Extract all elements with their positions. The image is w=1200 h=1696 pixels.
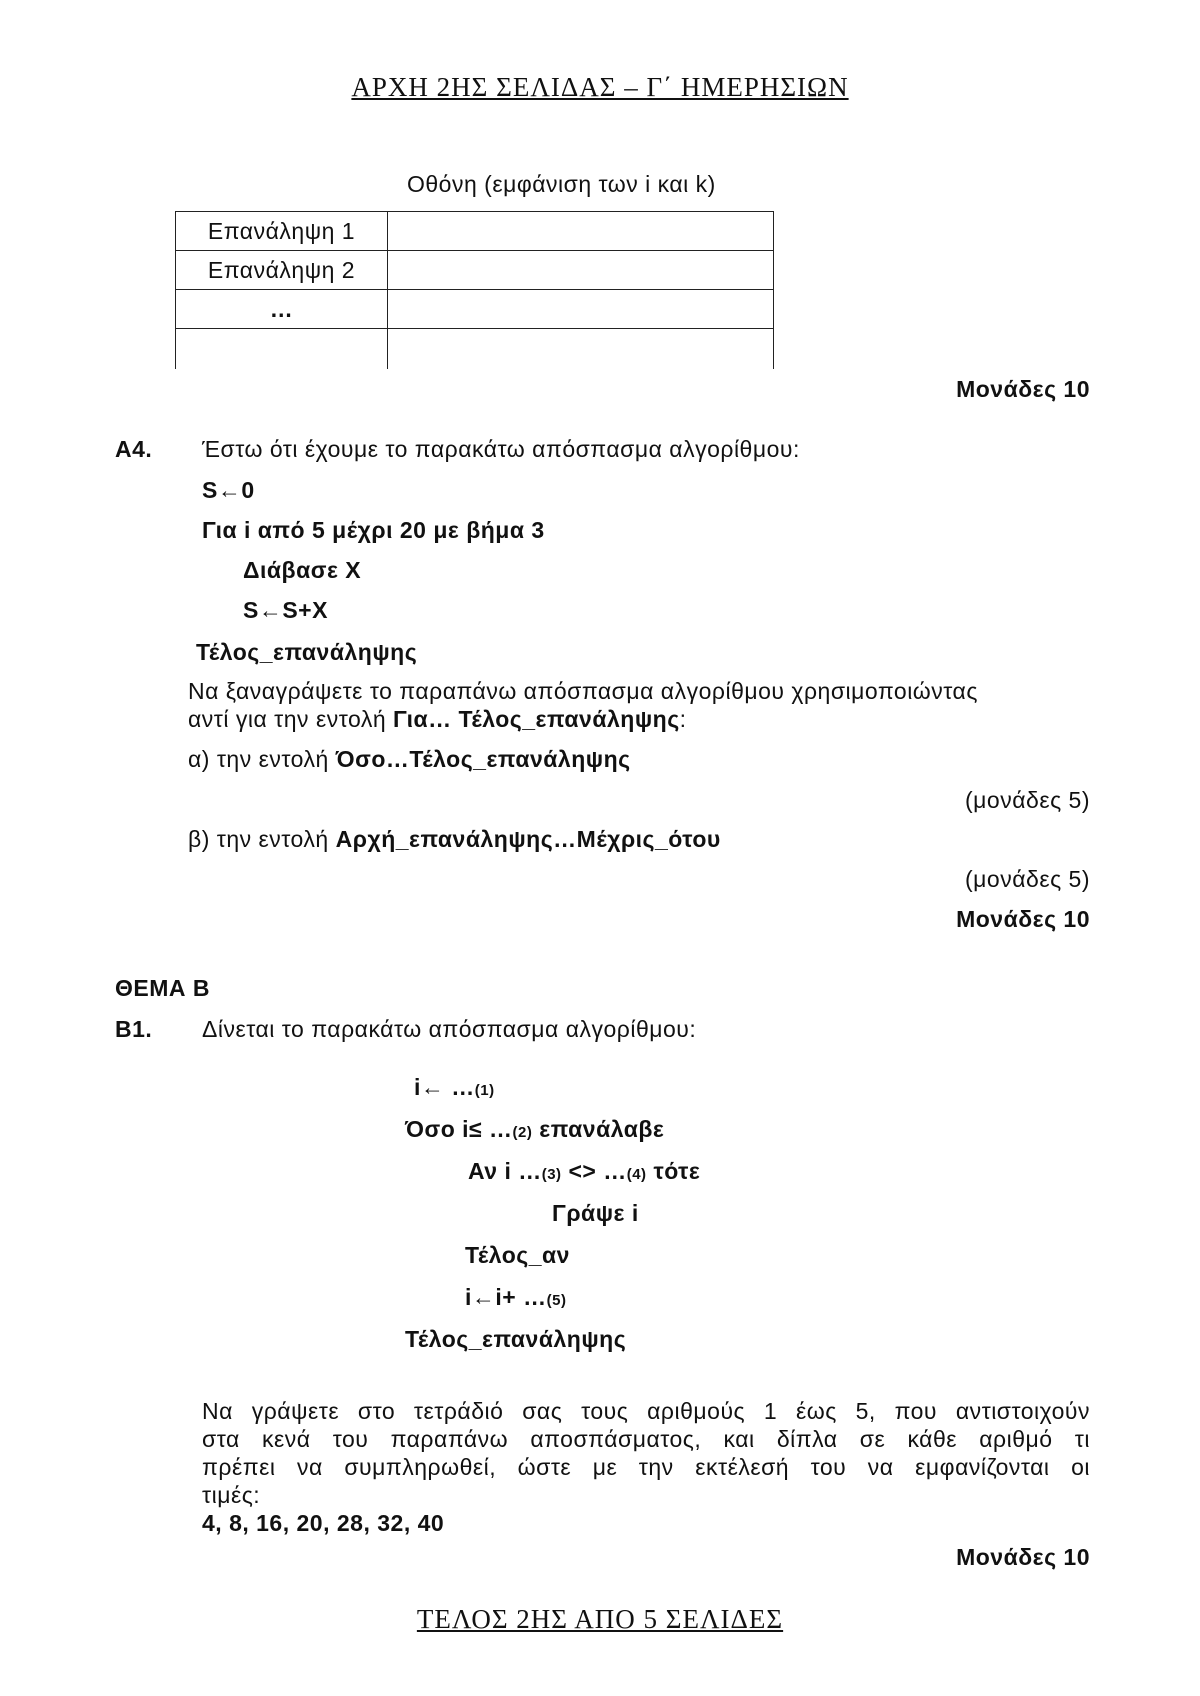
code-line: Τέλος_αν <box>465 1242 570 1268</box>
code-text: Όσο i≤ … <box>405 1116 513 1142</box>
blank-number: (4) <box>626 1166 647 1183</box>
code-line: Διάβασε X <box>243 557 362 583</box>
code-line: Τέλος_επανάληψης <box>196 639 418 665</box>
sub-marks: (μονάδες 5) <box>965 787 1090 813</box>
screen-table-caption: Οθόνη (εμφάνιση των i και k) <box>407 171 716 197</box>
table-row <box>176 212 774 251</box>
blank-number: (5) <box>546 1292 567 1309</box>
page-header: ΑΡΧΗ 2ΗΣ ΣΕΛΙΔΑΣ – Γ΄ ΗΜΕΡΗΣΙΩΝ <box>351 72 849 102</box>
blank-number: (1) <box>474 1082 495 1099</box>
table-row <box>176 251 774 290</box>
code-text: Αν i … <box>468 1158 542 1184</box>
question-intro: Δίνεται το παρακάτω απόσπασμα αλγορίθμου: <box>202 1016 697 1042</box>
table-cell-label: Επανάληψη 1 <box>176 212 388 251</box>
blank-number: (2) <box>512 1124 533 1141</box>
paragraph-line: στα κενά του παραπάνω αποσπάσματος, και δίπλα σε κάθε αριθμό τι <box>202 1426 1090 1452</box>
table-row <box>176 329 774 370</box>
code-line: S←0 <box>202 477 255 503</box>
code-line: Γράψε i <box>552 1200 639 1226</box>
sub-question-text: α) την εντολή <box>188 746 336 772</box>
table-cell-empty <box>388 251 774 290</box>
question-number: Β1. <box>115 1016 153 1042</box>
paragraph-line: πρέπει να συμπληρωθεί, ώστε με την εκτέλεσή του να εμφανίζονται οι <box>202 1454 1090 1480</box>
instruction-command: Για… Τέλος_επανάληψης <box>393 706 680 732</box>
sub-question-command: Όσο…Τέλος_επανάληψης <box>335 746 631 772</box>
table-cell-label: Επανάληψη 2 <box>176 251 388 290</box>
sub-question-text: β) την εντολή <box>188 826 336 852</box>
sub-question-command: Αρχή_επανάληψης…Μέχρις_ότου <box>335 826 721 852</box>
paragraph-line: τιμές: <box>202 1482 261 1508</box>
instruction-text: αντί για την εντολή <box>188 706 393 732</box>
blank-number: (3) <box>541 1166 562 1183</box>
code-line <box>405 1116 664 1143</box>
paragraph-line: Να γράψετε στο τετράδιό σας τους αριθμούς 1 έως 5, που αντιστοιχούν <box>202 1398 1090 1424</box>
instruction-line <box>188 706 687 733</box>
instruction-text: : <box>679 706 687 732</box>
code-text: επανάλαβε <box>532 1116 665 1142</box>
code-line <box>414 1074 495 1101</box>
table-row <box>176 290 774 329</box>
screen-output-table <box>175 211 774 369</box>
table-cell-empty <box>388 329 774 370</box>
sub-marks: (μονάδες 5) <box>965 866 1090 892</box>
instruction-line: Να ξαναγράψετε το παραπάνω απόσπασμα αλγορίθμου χρησιμοποιώντας <box>188 678 978 704</box>
question-intro: Έστω ότι έχουμε το παρακάτω απόσπασμα αλγορίθμου: <box>202 436 800 462</box>
sub-question-b <box>188 826 721 853</box>
marks-total: Μονάδες 10 <box>956 1544 1090 1570</box>
page-footer: ΤΕΛΟΣ 2ΗΣ ΑΠΟ 5 ΣΕΛΙΔΕΣ <box>416 1604 784 1634</box>
code-line: S←S+X <box>243 597 328 623</box>
marks-total: Μονάδες 10 <box>956 376 1090 402</box>
table-cell-label: … <box>176 290 388 329</box>
table-cell-label <box>176 329 388 370</box>
table-cell-empty <box>388 290 774 329</box>
marks-total: Μονάδες 10 <box>956 906 1090 932</box>
code-text: <> … <box>561 1158 627 1184</box>
code-text: i←i+ … <box>465 1284 547 1310</box>
table-cell-empty <box>388 212 774 251</box>
question-number: Α4. <box>115 436 153 462</box>
code-line <box>468 1158 700 1185</box>
code-line: Για i από 5 μέχρι 20 με βήμα 3 <box>202 517 545 543</box>
code-line: Τέλος_επανάληψης <box>405 1326 627 1352</box>
section-title: ΘΕΜΑ Β <box>115 975 210 1001</box>
values-list: 4, 8, 16, 20, 28, 32, 40 <box>202 1510 445 1536</box>
sub-question-a <box>188 746 631 773</box>
code-text: τότε <box>646 1158 701 1184</box>
code-line <box>465 1284 566 1311</box>
code-text: i← … <box>414 1074 475 1100</box>
